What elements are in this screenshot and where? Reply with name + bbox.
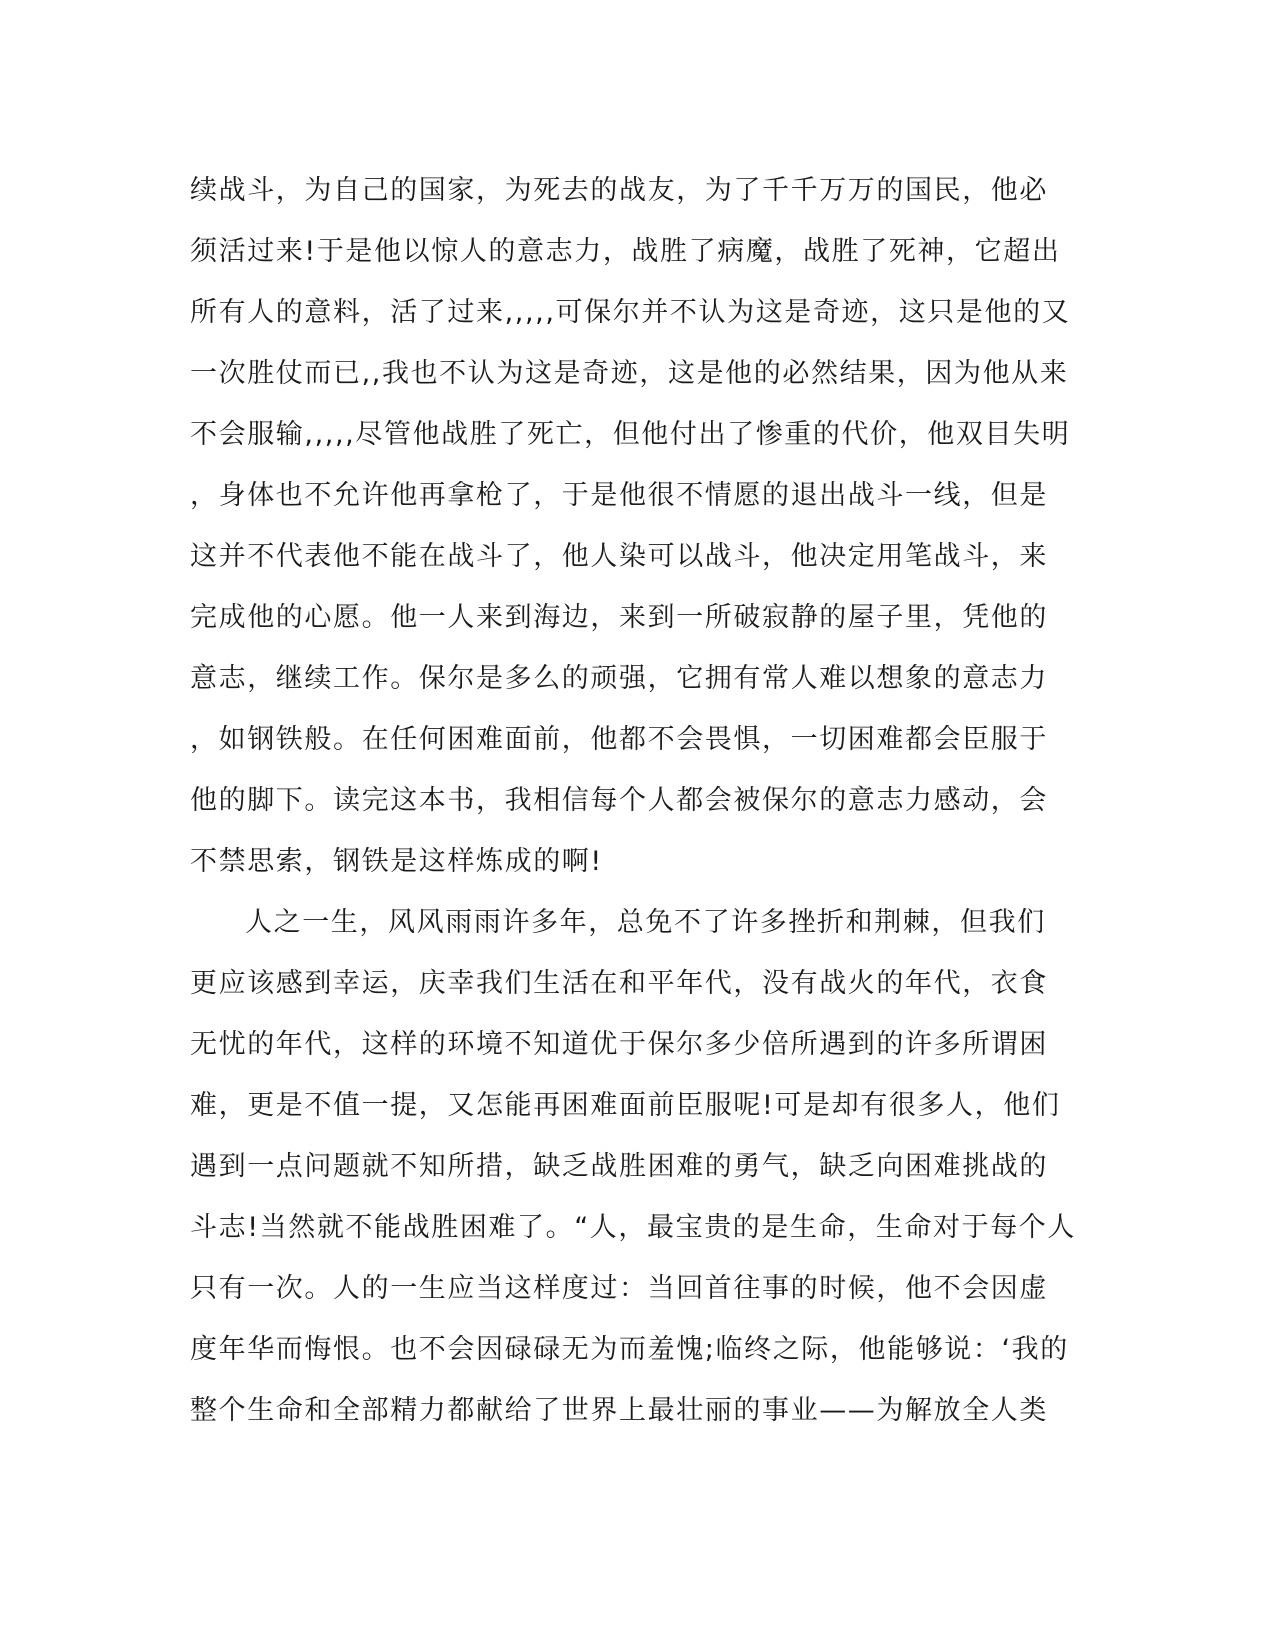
paragraph-start-line: 人之一生，风风雨雨许多年，总免不了许多挫折和荆棘，但我们 [245,907,1046,938]
body-text [190,160,1090,1441]
text-line: 续战斗，为自己的国家，为死去的战友，为了千千万万的国民，他必 [190,175,1048,206]
text-line: 完成他的心愿。他一人来到海边，来到一所破寂静的屋子里，凭他的 [190,602,1048,633]
text-line: 须活过来!于是他以惊人的意志力，战胜了病魔，战胜了死神，它超出 [190,236,1061,267]
text-line: 只有一次。人的一生应当这样度过：当回首往事的时候，他不会因虚 [190,1273,1048,1304]
text-line: 难，更是不值一提，又怎能再困难面前臣服呢!可是却有很多人，他们 [190,1090,1061,1121]
text-line: 度年华而悔恨。也不会因碌碌无为而羞愧;临终之际，他能够说：‘我的 [190,1334,1069,1365]
text-line: 无忧的年代，这样的环境不知道优于保尔多少倍所遇到的许多所谓困 [190,1029,1048,1060]
text-line: 他的脚下。读完这本书，我相信每个人都会被保尔的意志力感动，会 [190,785,1048,816]
text-line: 遇到一点问题就不知所措，缺乏战胜困难的勇气，缺乏向困难挑战的 [190,1151,1048,1182]
text-line: 更应该感到幸运，庆幸我们生活在和平年代，没有战火的年代，衣食 [190,968,1048,999]
text-line: ，如钢铁般。在任何困难面前，他都不会畏惧，一切困难都会臣服于 [190,724,1048,755]
text-line: 一次胜仗而已,,我也不认为这是奇迹，这是他的必然结果，因为他从来 [190,358,1069,389]
text-line: 所有人的意料，活了过来,,,,,可保尔并不认为这是奇迹，这只是他的又 [190,297,1071,328]
text-line: 不会服输,,,,,尽管他战胜了死亡，但他付出了惨重的代价，他双目失明 [190,419,1071,450]
text-line: 不禁思索，钢铁是这样炼成的啊! [190,846,603,877]
text-line: 这并不代表他不能在战斗了，他人染可以战斗，他决定用笔战斗，来 [190,541,1048,572]
text-line: 意志，继续工作。保尔是多么的顽强，它拥有常人难以想象的意志力 [190,663,1048,694]
text-line: 斗志!当然就不能战胜困难了。“人，最宝贵的是生命，生命对于每个人 [190,1212,1077,1243]
text-line: ，身体也不允许他再拿枪了，于是他很不情愿的退出战斗一线，但是 [190,480,1048,511]
text-line: 整个生命和全部精力都献给了世界上最壮丽的事业——为解放全人类 [190,1395,1048,1426]
